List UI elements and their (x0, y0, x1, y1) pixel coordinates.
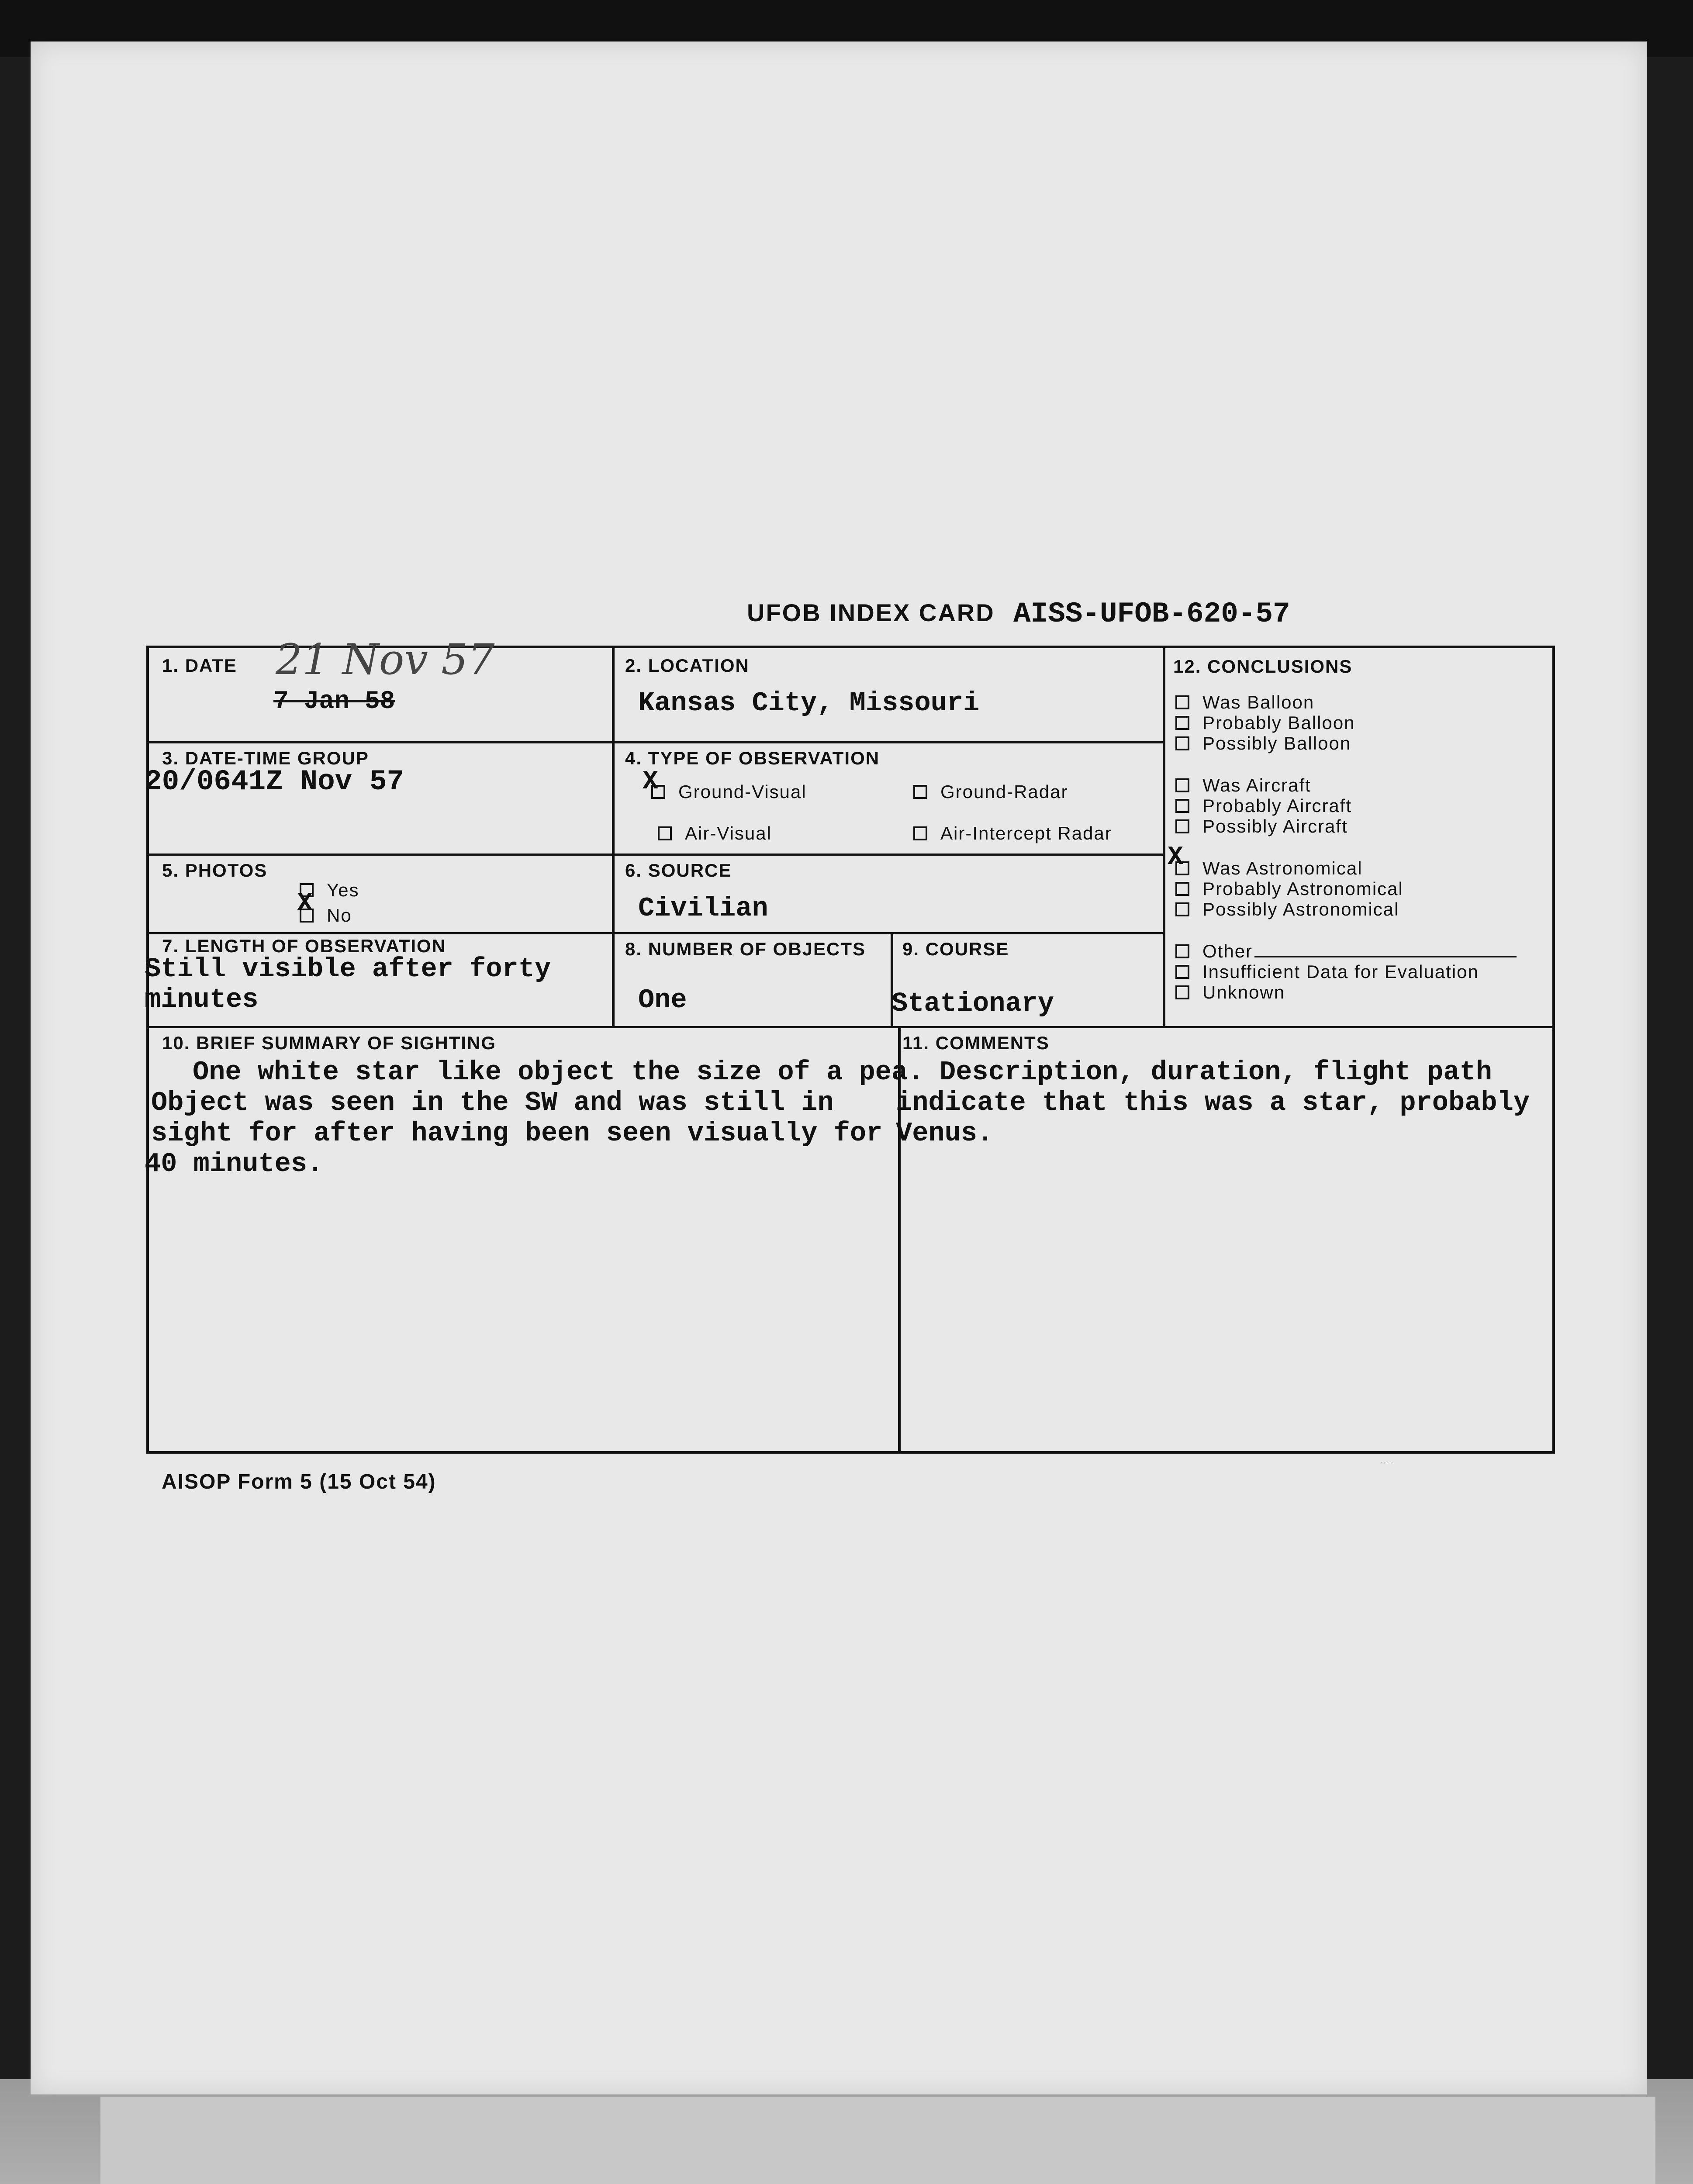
checkbox-insufficient-data (1175, 965, 1189, 979)
conclusion-other: Other (1175, 941, 1517, 961)
rule-row1 (149, 741, 1165, 743)
length-of-observation-value: Still visible after forty minutes (145, 954, 551, 1015)
comments-line-2: indicate that this was a star, probably (896, 1087, 1530, 1118)
date-typed-struck: 7 Jan 58 (273, 688, 395, 716)
source-value: Civilian (638, 893, 768, 924)
checkbox-air-intercept-radar (913, 826, 927, 840)
check-mark-photos-no: X (297, 889, 314, 919)
summary-line-3: sight for after having been seen visually for (151, 1118, 883, 1149)
rule-row4 (149, 1026, 1555, 1028)
checkbox-air-visual (658, 826, 672, 840)
conclusion-was-astronomical: Was Astronomical X (1168, 843, 1363, 878)
number-of-objects-value: One (638, 985, 687, 1016)
conclusion-probably-balloon: Probably Balloon (1175, 712, 1355, 733)
checkbox-ground-radar (913, 785, 927, 799)
conclusion-probably-aircraft: Probably Aircraft (1175, 795, 1352, 816)
date-time-group-value: 20/0641Z Nov 57 (145, 765, 404, 798)
checkbox-probably-aircraft (1175, 799, 1189, 813)
checkbox-other (1175, 944, 1189, 958)
printer-mark: ····· (1380, 1459, 1395, 1466)
form-title: UFOB INDEX CARD (747, 599, 995, 626)
comments-label: 11. COMMENTS (902, 1033, 1050, 1053)
conclusion-was-aircraft: Was Aircraft (1175, 775, 1311, 795)
rule-row3 (149, 932, 1165, 934)
conclusion-possibly-astronomical: Possibly Astronomical (1175, 899, 1399, 919)
divider-conclusions (1163, 648, 1165, 1028)
summary-line-4: 40 minutes. (145, 1148, 324, 1179)
checkbox-was-balloon (1175, 695, 1189, 709)
conclusions-label: 12. CONCLUSIONS (1173, 656, 1353, 677)
option-ground-visual: Ground-Visual X (643, 767, 807, 802)
rule-row2 (149, 854, 1165, 856)
option-air-visual: Air-Visual (658, 823, 772, 843)
date-handwritten: 21 Nov 57 (276, 635, 495, 684)
checkbox-possibly-balloon (1175, 736, 1189, 750)
source-label: 6. SOURCE (625, 860, 732, 881)
location-value: Kansas City, Missouri (638, 688, 980, 719)
comments-line-3: Venus. (896, 1118, 994, 1149)
conclusion-probably-astronomical: Probably Astronomical (1175, 878, 1403, 899)
date-time-group-label: 3. DATE-TIME GROUP (162, 748, 369, 768)
option-photos-yes: Yes (300, 880, 359, 900)
conclusion-unknown: Unknown (1175, 982, 1285, 1002)
checkbox-unknown (1175, 985, 1189, 999)
photos-label: 5. PHOTOS (162, 860, 268, 881)
summary-line-2: Object was seen in the SW and was still in (151, 1087, 834, 1118)
comments-line-1: Description, duration, flight path (940, 1057, 1493, 1088)
index-card-grid (145, 635, 1555, 1454)
checkbox-probably-astronomical (1175, 882, 1189, 896)
conclusion-possibly-balloon: Possibly Balloon (1175, 733, 1351, 753)
conclusion-was-balloon: Was Balloon (1175, 692, 1314, 712)
check-mark-was-astronomical: X (1168, 843, 1185, 872)
length-of-observation-label: 7. LENGTH OF OBSERVATION (162, 936, 446, 956)
date-label: 1. DATE (162, 655, 237, 676)
conclusion-insufficient-data: Insufficient Data for Evaluation (1175, 961, 1479, 982)
summary-line-1: One white star like object the size of a pea. (193, 1057, 924, 1088)
course-value: Stationary (891, 988, 1054, 1019)
number-of-objects-label: 8. NUMBER OF OBJECTS (625, 939, 866, 959)
card-number: AISS-UFOB-620-57 (1013, 598, 1290, 630)
location-label: 2. LOCATION (625, 655, 750, 676)
course-label: 9. COURSE (902, 939, 1009, 959)
checkbox-possibly-aircraft (1175, 819, 1189, 833)
checkbox-was-aircraft (1175, 778, 1189, 792)
check-mark-ground-visual: X (643, 767, 660, 797)
option-ground-radar: Ground-Radar (913, 781, 1068, 802)
option-air-intercept-radar: Air-Intercept Radar (913, 823, 1112, 843)
conclusion-possibly-aircraft: Possibly Aircraft (1175, 816, 1348, 836)
other-blank-line (1254, 956, 1517, 957)
divider-left-col (612, 648, 615, 1028)
checkbox-probably-balloon (1175, 716, 1189, 730)
brief-summary-label: 10. BRIEF SUMMARY OF SIGHTING (162, 1033, 497, 1053)
checkbox-possibly-astronomical (1175, 902, 1189, 916)
form-footer: AISOP Form 5 (15 Oct 54) (162, 1470, 436, 1493)
scan-lower-page-shadow (100, 2097, 1655, 2184)
type-of-observation-label: 4. TYPE OF OBSERVATION (625, 748, 880, 768)
option-photos-no: No X (297, 889, 352, 926)
